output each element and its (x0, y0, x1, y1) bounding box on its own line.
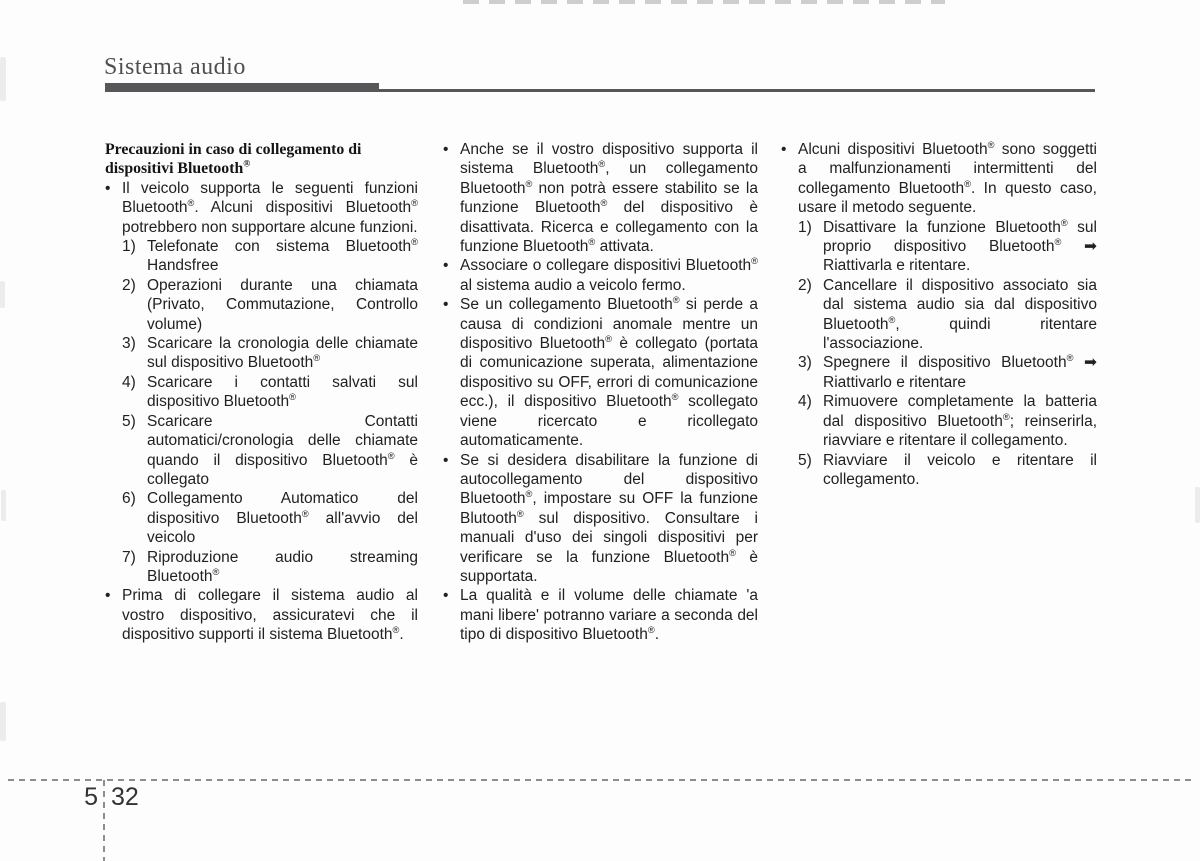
bullet-item (443, 586, 758, 644)
column-3 (781, 140, 1097, 489)
title-underline-thin (379, 89, 1095, 92)
numbered-item (798, 392, 1097, 450)
scan-artifact (1195, 487, 1200, 523)
bullet-marker: • (443, 257, 449, 275)
item-text: Telefonate con sistema Bluetooth® Handsfree (147, 236, 418, 275)
numbered-item (122, 334, 418, 373)
item-number: 1) (798, 218, 812, 236)
item-text: Se si desidera disabilitare la funzione di autocollegamento del dispositivo Bluetooth®, impostare su OFF la funzione Blutooth® sul dispositivo. Consultare i manuali d'uso dei singoli dispositivi per verificare se la funzione Bluetooth® è supportata. (460, 451, 758, 585)
page-title: Sistema audio (104, 54, 246, 80)
numbered-item (122, 489, 418, 547)
crop-mark-horizontal (8, 779, 1195, 781)
scan-artifact (0, 281, 5, 308)
item-text: Scaricare i contatti salvati sul dispositivo Bluetooth® (147, 373, 418, 411)
item-number: 3) (122, 335, 136, 353)
bullet-marker: • (443, 296, 449, 314)
item-text: Rimuovere completamente la batteria dal dispositivo Bluetooth®; reinserirla, riavviare e ritentare il collegamento. (823, 393, 1098, 450)
bullet-item (781, 140, 1097, 218)
item-number: 4) (798, 393, 812, 411)
item-text: Spegnere il dispositivo Bluetooth® ➡ Riattivarlo e ritentare (823, 353, 1097, 391)
item-text: Se un collegamento Bluetooth® si perde a causa di condizioni anomale mentre un dispositivo Bluetooth® è collegato (portata di comunicazione superata, alimentazione dispositivo su OFF, errori di comunicazione ecc.), il dispositivo Bluetooth® scollegato viene ricercato e ricollegato automaticamente. (460, 295, 758, 450)
bullet-item (443, 295, 758, 450)
numbered-item (798, 451, 1097, 490)
item-number: 2) (798, 276, 812, 294)
section-heading: Precauzioni in caso di collegamento di dispositivi Bluetooth® (105, 141, 362, 178)
numbered-item (798, 276, 1097, 354)
item-text: Collegamento Automatico del dispositivo Bluetooth® all'avvio del veicolo (147, 490, 418, 547)
footer-chapter-number: 5 (84, 783, 98, 811)
item-number: 7) (122, 548, 136, 566)
item-text: Scaricare Contatti automatici/⁠cronologia delle chiamate quando il dispositivo Bluetooth® è collegato (147, 412, 418, 488)
column-1 (105, 140, 418, 645)
numbered-item (798, 218, 1097, 276)
numbered-item (122, 412, 418, 490)
scan-artifact (0, 702, 6, 741)
numbered-item (122, 276, 418, 334)
item-text: Cancellare il dispositivo associato sia dal sistema audio sia dal dispositivo Bluetooth®, quindi ritentare l'associazione. (823, 276, 1097, 353)
numbered-item (122, 237, 418, 276)
bullet-item (443, 256, 758, 295)
bullet-item (105, 179, 418, 237)
item-text: Alcuni dispositivi Bluetooth® sono soggetti a malfunzionamenti intermittenti del collegamento Bluetooth®. In questo caso, usare il metodo seguente. (798, 139, 1097, 217)
item-text: Anche se il vostro dispositivo supporta il sistema Bluetooth®, un collegamento Bluetooth® non potrà essere stabilito se la funzione Bluetooth® del dispositivo è disattivata. Ricerca e collegamento con la funzione Bluetooth® attivata. (460, 141, 759, 256)
crop-mark-top (463, 0, 945, 4)
item-number: 2) (122, 276, 136, 294)
item-text: Disattivare la funzione Bluetooth® sul proprio dispositivo Bluetooth® ➡ Riattivarla e ritentare. (823, 217, 1097, 275)
column-2 (443, 140, 758, 645)
bullet-item (443, 451, 758, 587)
numbered-item (122, 373, 418, 412)
bullet-marker: • (443, 587, 449, 605)
item-number: 6) (122, 490, 136, 508)
title-underline-thick (105, 83, 379, 92)
numbered-item (122, 548, 418, 587)
item-text: Scaricare la cronologia delle chiamate sul dispositivo Bluetooth® (147, 335, 418, 372)
bullet-marker: • (443, 451, 449, 469)
item-number: 3) (798, 354, 812, 372)
numbered-item (798, 353, 1097, 392)
item-number: 4) (122, 373, 136, 391)
crop-mark-vertical (103, 780, 105, 861)
bullet-item (443, 140, 758, 256)
bullet-item (105, 586, 418, 644)
item-text: La qualità e il volume delle chiamate 'a mani libere' potranno variare a seconda del tipo di dispositivo Bluetooth®. (460, 587, 758, 644)
scan-artifact (1, 490, 6, 521)
bullet-marker: • (443, 141, 449, 158)
item-text: Riproduzione audio streaming Bluetooth® (147, 548, 418, 585)
bullet-marker: • (781, 141, 787, 158)
footer-page-number: 32 (111, 783, 139, 811)
item-number: 5) (122, 412, 136, 430)
item-text: Riavviare il veicolo e ritentare il collegamento. (823, 451, 1097, 488)
item-text: Il veicolo supporta le seguenti funzioni Bluetooth®. Alcuni dispositivi Bluetooth® potrebbero non supportare alcune funzioni. (122, 179, 418, 236)
scan-artifact (0, 57, 6, 101)
item-number: 1) (122, 238, 136, 256)
bullet-marker: • (105, 587, 111, 605)
item-text: Prima di collegare il sistema audio al vostro dispositivo, assicuratevi che il dispositivo supporti il sistema Bluetooth®. (122, 587, 418, 644)
item-text: Operazioni durante una chiamata (Privato, Commutazione, Controllo volume) (147, 276, 418, 333)
bullet-marker: • (105, 179, 111, 197)
item-text: Associare o collegare dispositivi Bluetooth® al sistema audio a veicolo fermo. (460, 256, 758, 294)
item-number: 5) (798, 451, 812, 469)
